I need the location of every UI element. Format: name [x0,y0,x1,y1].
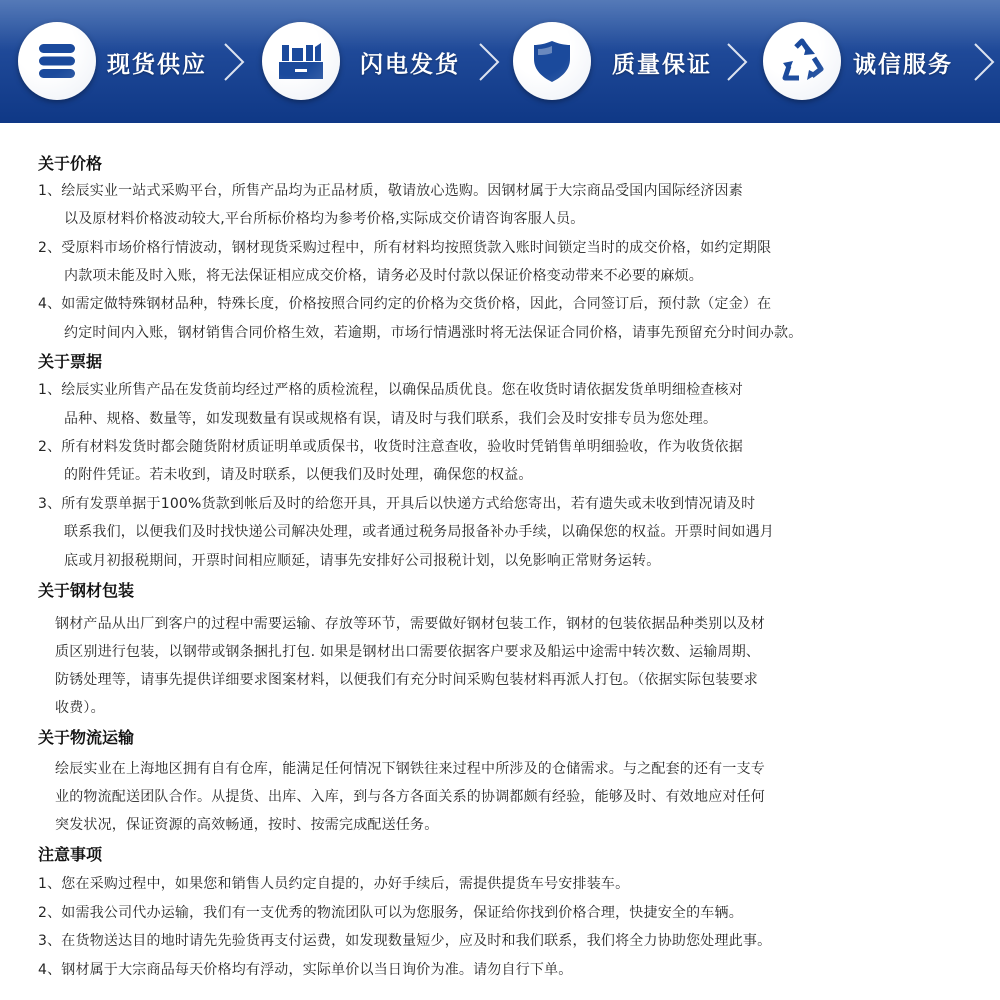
invoice-line: 底或月初报税期间，开票时间相应顺延，请事先安排好公司报税计划，以免影响正常财务运转。 [64,553,661,569]
packaging-line: 防锈处理等，请事先提供详细要求图案材料，以便我们有充分时间采购包装材料再派人打包。（依据实际包装要求 [55,672,758,688]
section-title-notes: 注意事项 [38,845,103,864]
section-title-invoice: 关于票据 [38,352,103,371]
price-line: 以及原材料价格波动较大,平台所标价格均为参考价格,实际成交价请咨询客服人员。 [64,211,585,227]
feature-title: 现货供应 [107,52,207,78]
price-line: 2、受原料市场价格行情波动，钢材现货采购过程中，所有材料均按照货款入账时间锁定当时的成交价格，如约定期限 [38,240,772,256]
shield-icon [513,22,591,100]
info-content [0,123,1000,1000]
logistics-line: 绘辰实业在上海地区拥有自有仓库，能满足任何情况下钢铁往来过程中所涉及的仓储需求。与之配套的还有一支专 [55,761,765,777]
notes-line: 2、如需我公司代办运输，我们有一支优秀的物流团队可以为您服务，保证给你找到价格合理，快捷安全的车辆。 [38,905,743,921]
price-line: 约定时间内入账，钢材销售合同价格生效，若逾期，市场行情遇涨时将无法保证合同价格，请事先预留充分时间办款。 [64,325,803,341]
chevron-right-icon [965,40,1000,84]
invoice-line: 品种、规格、数量等，如发现数量有误或规格有误，请及时与我们联系，我们会及时安排专员为您处理。 [64,411,718,427]
price-line: 4、如需定做特殊钢材品种，特殊长度，价格按照合同约定的价格为交货价格，因此，合同签订后，预付款（定金）在 [38,296,772,312]
section-title-price: 关于价格 [38,154,103,173]
section-title-packaging: 关于钢材包装 [38,581,135,600]
feature-title: 诚信服务 [853,52,953,78]
packaging-line: 质区别进行包装，以钢带或钢条捆扎打包. 如果是钢材出口需要依据客户要求及船运中途需中转次数、运输周期、 [55,644,761,660]
price-line: 内款项未能及时入账，将无法保证相应成交价格，请务必及时付款以保证价格变动带来不必要的麻烦。 [64,268,703,284]
notes-line: 1、您在采购过程中，如果您和销售人员约定自提的，办好手续后，需提供提货车号安排装车。 [38,876,630,892]
feature-integrity-service [750,0,1000,123]
feature-quality-assurance [500,0,750,123]
invoice-line: 1、绘辰实业所售产品在发货前均经过严格的质检流程，以确保品质优良。您在收货时请依据发货单明细检查核对 [38,382,743,398]
database-icon [18,22,96,100]
feature-fast-delivery [250,0,500,123]
invoice-line: 的附件凭证。若未收到，请及时联系，以便我们及时处理，确保您的权益。 [64,467,533,483]
section-title-logistics: 关于物流运输 [38,728,135,747]
packaging-line: 收费）。 [55,700,105,716]
feature-stock-supply [0,0,250,123]
feature-title: 闪电发货 [360,52,460,78]
recycle-icon [763,22,841,100]
feature-title: 质量保证 [612,52,712,78]
notes-line: 4、钢材属于大宗商品每天价格均有浮动，实际单价以当日询价为准。请勿自行下单。 [38,962,573,978]
feature-banner [0,0,1000,123]
logistics-line: 突发状况，保证资源的高效畅通，按时、按需完成配送任务。 [55,817,439,833]
factory-icon [262,22,340,100]
price-line: 1、绘辰实业一站式采购平台，所售产品均为正品材质，敬请放心选购。因钢材属于大宗商品受国内国际经济因素 [38,183,743,199]
packaging-line: 钢材产品从出厂到客户的过程中需要运输、存放等环节，需要做好钢材包装工作，钢材的包装依据品种类别以及材 [55,616,765,632]
notes-line: 3、在货物送达目的地时请先先验货再支付运费，如发现数量短少，应及时和我们联系，我们将全力协助您处理此事。 [38,933,772,949]
invoice-line: 3、所有发票单据于100%货款到帐后及时的给您开具，开具后以快递方式给您寄出，若有遗失或未收到情况请及时 [38,496,756,512]
logistics-line: 业的物流配送团队合作。从提货、出库、入库，到与各方各面关系的协调都颇有经验，能够及时、有效地应对任何 [55,789,765,805]
invoice-line: 2、所有材料发货时都会随货附材质证明单或质保书，收货时注意查收，验收时凭销售单明细验收，作为收货依据 [38,439,743,455]
invoice-line: 联系我们，以便我们及时找快递公司解决处理，或者通过税务局报备补办手续，以确保您的权益。开票时间如遇月 [64,524,774,540]
chevron-right-icon [215,40,255,84]
